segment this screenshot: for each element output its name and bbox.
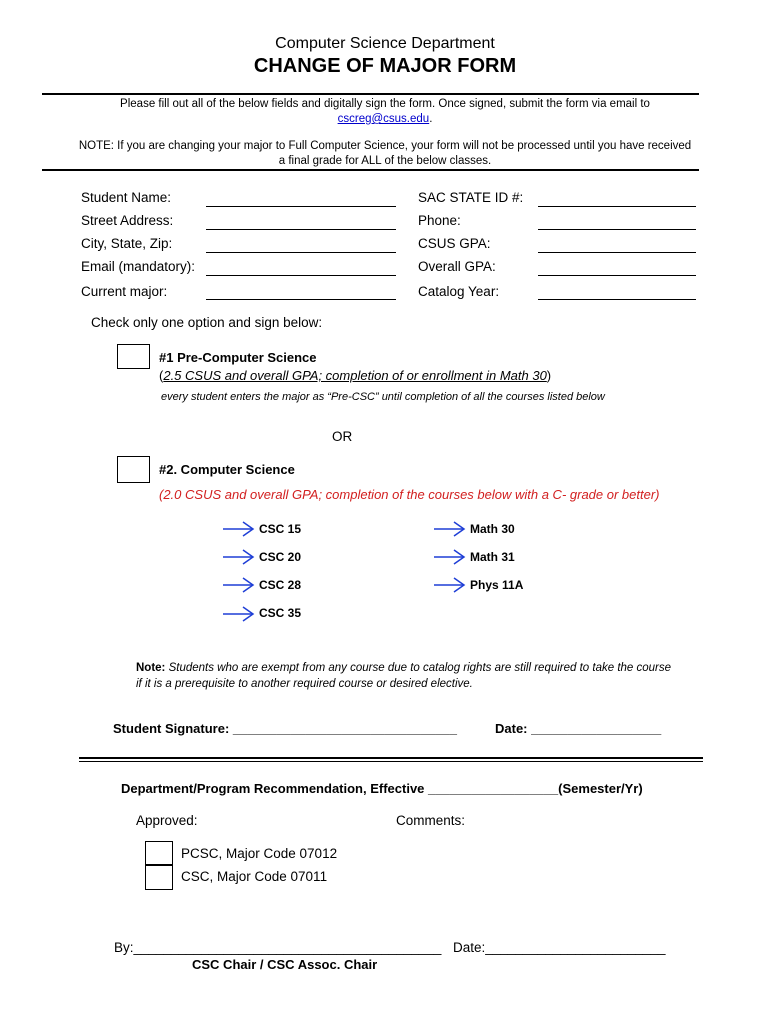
course-csc-35: CSC 35 [259,606,302,620]
csus-gpa-field[interactable] [538,252,696,253]
option-instruction: Check only one option and sign below: [91,315,323,330]
email-field[interactable] [206,275,396,276]
sac-state-id-field[interactable] [538,206,696,207]
intro-note [0,139,770,169]
by-signature-line[interactable]: By:_________________________________________ [114,940,442,955]
city-state-zip-field[interactable] [206,252,396,253]
student-signature[interactable]: Student Signature: _______________________________ [113,721,458,736]
intro-line-1: Please fill out all of the below fields and digitally sign the form. Once signed, submit the form via email to [120,98,650,110]
note-text-2: if it is a prerequisite to another required course or desired elective. [136,678,473,690]
option1-close-paren: ) [546,368,552,383]
catalog-year-label: Catalog Year: [418,284,500,299]
note-line-2: a final grade for ALL of the below classes. [278,155,492,167]
note-label: Note: [136,662,166,674]
student-name-label: Student Name: [81,190,172,205]
option1-note: every student enters the major as “Pre-CSC” until completion of all the courses listed below [161,391,605,403]
street-address-label: Street Address: [81,213,174,228]
divider-signature-2 [79,761,703,762]
note-line-2 [136,676,736,692]
signature-date[interactable]: Date: __________________ [495,721,662,736]
department-recommendation[interactable]: Department/Program Recommendation, Effective __________________(Semester/Yr) [121,781,643,796]
or-separator: OR [332,429,353,444]
course-phys-11a: Phys 11A [470,578,524,592]
divider-top [42,93,699,95]
department-name: Computer Science Department [275,35,495,52]
overall-gpa-field[interactable] [538,275,696,276]
city-state-zip-label: City, State, Zip: [81,236,173,251]
note-text-1: Students who are exempt from any course due to catalog rights are still required to take the course [165,662,672,674]
sac-state-id-label: SAC STATE ID #: [418,190,524,205]
course-csc-28: CSC 28 [259,578,302,592]
arrow-right-icon [433,577,467,593]
email-label: Email (mandatory): [81,259,196,274]
student-name-field[interactable] [206,206,396,207]
form-title: CHANGE OF MAJOR FORM [253,55,517,77]
arrow-right-icon [433,549,467,565]
arrow-right-icon [222,521,256,537]
option1-open-paren: ( [159,368,164,383]
arrow-right-icon [222,577,256,593]
course-csc-15: CSC 15 [259,522,302,536]
option1-requirement [159,368,551,383]
intro-line-2 [0,112,770,127]
current-major-label: Current major: [81,284,168,299]
arrow-right-icon [433,521,467,537]
intro-instructions [0,97,770,127]
option2-title: #2. Computer Science [159,462,295,477]
comments-label: Comments: [396,813,466,828]
phone-field[interactable] [538,229,696,230]
current-major-field[interactable] [206,299,396,300]
csc-checkbox[interactable] [145,865,173,890]
divider-signature-1 [79,757,703,759]
note-line-1 [136,660,736,676]
approved-label: Approved: [136,813,198,828]
pcsc-option-label: PCSC, Major Code 07012 [181,846,338,861]
email-period: . [429,113,433,125]
chair-title: CSC Chair / CSC Assoc. Chair [192,957,378,972]
chair-date-line[interactable]: Date:________________________ [453,940,666,955]
exemption-note [136,660,736,692]
divider-intro [42,169,699,171]
option2-requirement: (2.0 CSUS and overall GPA; completion of the courses below with a C- grade or better) [159,487,660,502]
course-math-31: Math 31 [470,550,515,564]
overall-gpa-label: Overall GPA: [418,259,496,274]
arrow-right-icon [222,606,256,622]
option1-requirement-text: 2.5 CSUS and overall GPA; completion of or enrollment in Math 30 [163,368,547,383]
course-csc-20: CSC 20 [259,550,302,564]
option1-checkbox[interactable] [117,344,150,369]
note-line-1: NOTE: If you are changing your major to Full Computer Science, your form will not be processed until you have received [78,140,692,152]
pcsc-checkbox[interactable] [145,841,173,865]
email-link[interactable]: cscreg@csus.edu [337,113,430,125]
arrow-right-icon [222,549,256,565]
catalog-year-field[interactable] [538,299,696,300]
phone-label: Phone: [418,213,461,228]
option1-title: #1 Pre-Computer Science [159,350,317,365]
csus-gpa-label: CSUS GPA: [418,236,491,251]
option2-checkbox[interactable] [117,456,150,483]
csc-option-label: CSC, Major Code 07011 [181,869,328,884]
street-address-field[interactable] [206,229,396,230]
course-math-30: Math 30 [470,522,515,536]
